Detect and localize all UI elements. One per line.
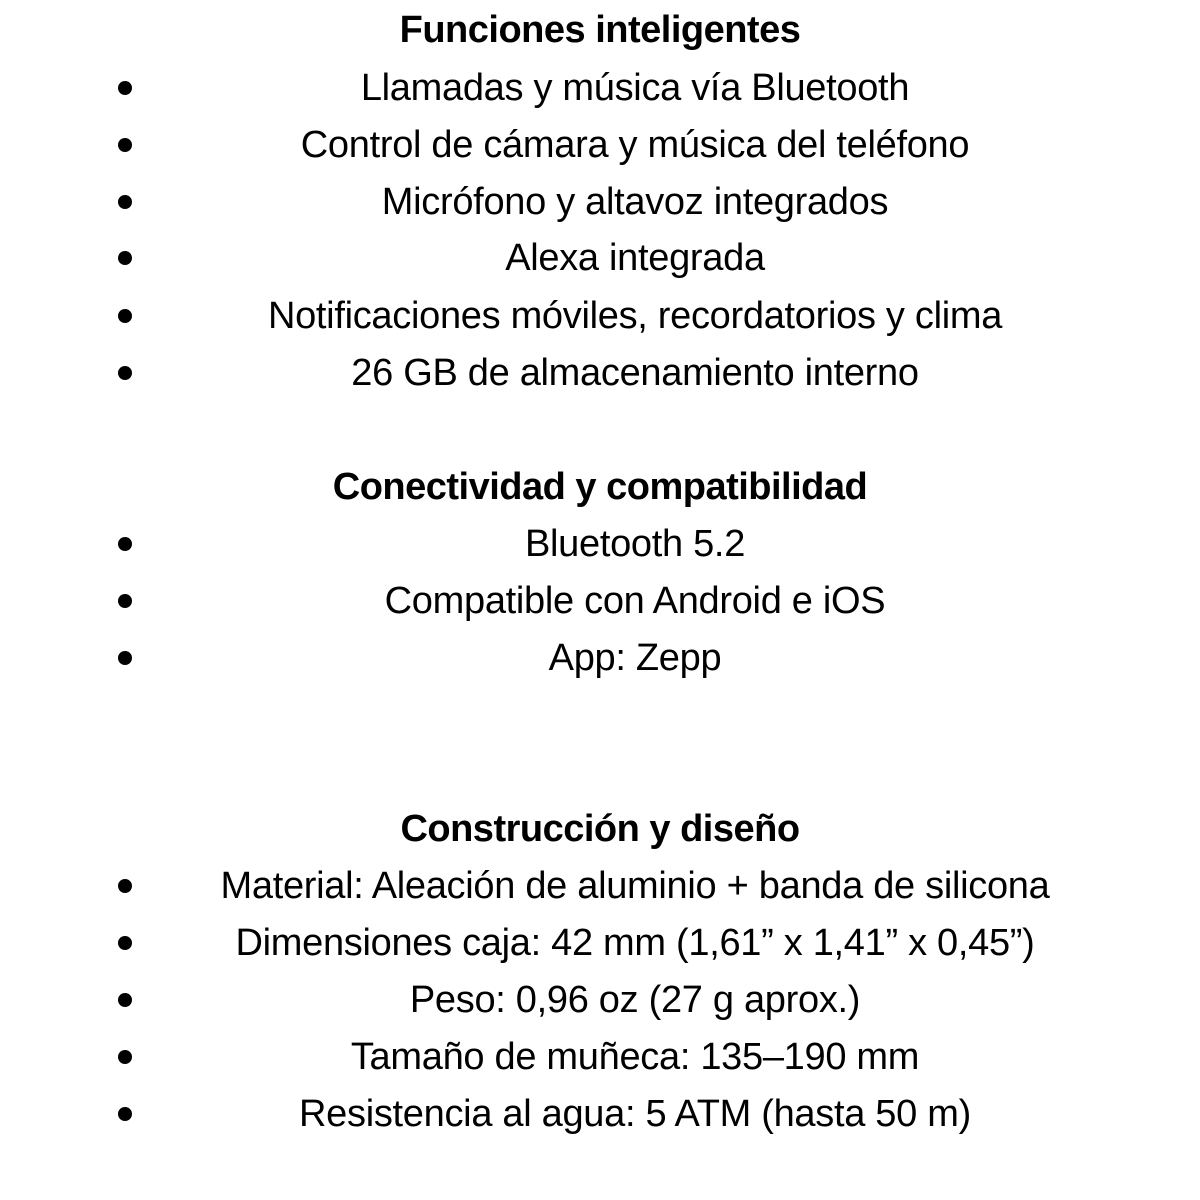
list-item-text: Tamaño de muñeca: 135–190 mm bbox=[350, 1036, 920, 1078]
section-title-build-design: Construcción y diseño bbox=[400, 808, 800, 850]
bullet-icon bbox=[118, 1050, 132, 1064]
list-item-text: Resistencia al agua: 5 ATM (hasta 50 m) bbox=[299, 1093, 971, 1135]
list-item bbox=[0, 636, 1200, 680]
bullet-icon bbox=[118, 651, 132, 665]
list-item bbox=[0, 123, 1200, 167]
list-item bbox=[0, 579, 1200, 623]
bullet-icon bbox=[118, 1107, 132, 1121]
list-item-text: Bluetooth 5.2 bbox=[524, 523, 746, 565]
list-item bbox=[0, 236, 1200, 280]
list-item-text: Dimensiones caja: 42 mm (1,61” x 1,41” x 0,45”) bbox=[235, 922, 1035, 964]
bullet-icon bbox=[118, 138, 132, 152]
list-item-text: Alexa integrada bbox=[505, 237, 765, 279]
list-item bbox=[0, 921, 1200, 965]
list-item bbox=[0, 1092, 1200, 1136]
list-item bbox=[0, 294, 1200, 338]
bullet-icon bbox=[118, 594, 132, 608]
list-item-text: Notificaciones móviles, recordatorios y clima bbox=[267, 295, 1003, 337]
bullet-icon bbox=[118, 251, 132, 265]
bullet-icon bbox=[118, 879, 132, 893]
bullet-icon bbox=[118, 936, 132, 950]
list-item bbox=[0, 1035, 1200, 1079]
bullet-icon bbox=[118, 366, 132, 380]
bullet-icon bbox=[118, 195, 132, 209]
list-item-text: 26 GB de almacenamiento interno bbox=[351, 352, 919, 394]
list-item-text: App: Zepp bbox=[548, 637, 722, 679]
list-item-text: Compatible con Android e iOS bbox=[384, 580, 886, 622]
bullet-icon bbox=[118, 993, 132, 1007]
list-item bbox=[0, 180, 1200, 224]
list-item bbox=[0, 351, 1200, 395]
bullet-icon bbox=[118, 309, 132, 323]
list-item-text: Micrófono y altavoz integrados bbox=[381, 181, 889, 223]
bullet-icon bbox=[118, 81, 132, 95]
list-item-text: Material: Aleación de aluminio + banda de silicona bbox=[220, 865, 1050, 907]
list-item-text: Llamadas y música vía Bluetooth bbox=[360, 67, 910, 109]
bullet-icon bbox=[118, 537, 132, 551]
list-item bbox=[0, 66, 1200, 110]
list-item-text: Peso: 0,96 oz (27 g aprox.) bbox=[409, 979, 861, 1021]
section-title-connectivity: Conectividad y compatibilidad bbox=[332, 466, 868, 508]
section-title-smart-features: Funciones inteligentes bbox=[399, 9, 801, 51]
list-item-text: Control de cámara y música del teléfono bbox=[300, 124, 970, 166]
list-item bbox=[0, 978, 1200, 1022]
list-item bbox=[0, 522, 1200, 566]
list-item bbox=[0, 864, 1200, 908]
